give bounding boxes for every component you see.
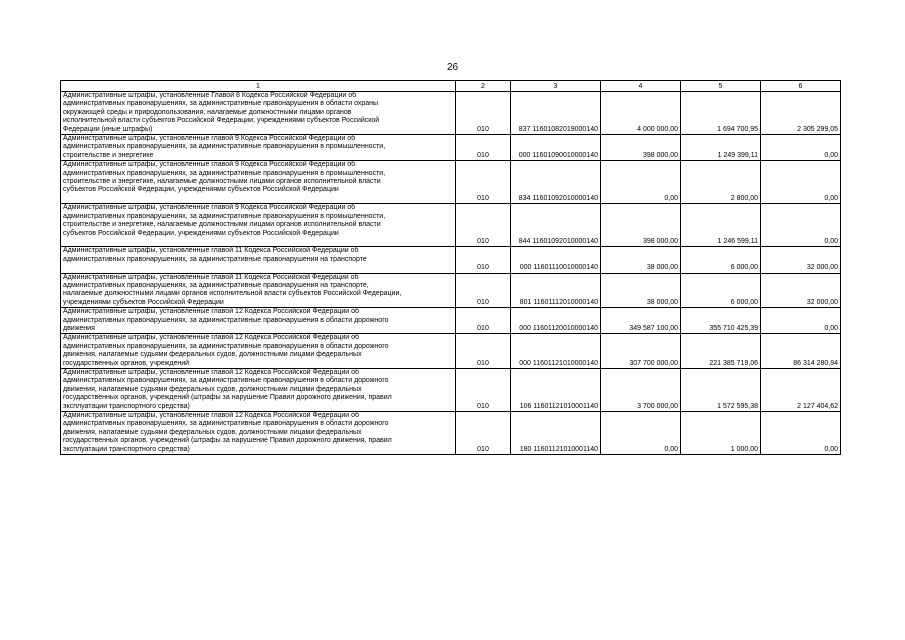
table-row (61, 369, 841, 412)
row-name-line: Административные штрафы, установленные главой 9 Кодекса Российской Федерации об (63, 161, 356, 169)
row-name-line: Административные штрафы, установленные Главой 8 Кодекса Российской Федерации об (63, 92, 357, 99)
executed-amount: 1 246 599,11 (681, 204, 761, 247)
executed-amount: 2 800,00 (681, 161, 761, 204)
row-name-line: налагаемые должностными лицами органов исполнительной власти субъектов Российской Федерации, (63, 290, 402, 298)
executed-amount: 6 000,00 (681, 273, 761, 308)
approved-amount: 0,00 (601, 412, 681, 455)
row-code: 010 (456, 161, 511, 204)
table-row (61, 247, 841, 273)
table-row (61, 334, 841, 369)
approved-amount: 38 000,00 (601, 273, 681, 308)
unexecuted-amount: 86 314 280,94 (761, 334, 841, 369)
unexecuted-amount: 0,00 (761, 412, 841, 455)
row-name-line: Административные штрафы, установленные главой 9 Кодекса Российской Федерации об (63, 135, 356, 143)
row-name-line: административных правонарушениях, за административные правонарушения в области охраны (63, 100, 379, 108)
approved-amount: 307 700 000,00 (601, 334, 681, 369)
row-name-line: административных правонарушениях, за административные правонарушения в промышленности, (63, 169, 386, 177)
row-name-line: строительстве и энергетике (63, 151, 154, 159)
executed-amount: 1 000,00 (681, 412, 761, 455)
row-name-line: административных правонарушениях, за административные правонарушения в области дорожного (63, 316, 389, 324)
row-name-line: движения (63, 324, 95, 332)
column-header: 4 (601, 81, 681, 92)
row-name-line: Административные штрафы, установленные главой 12 Кодекса Российской Федерации об (63, 308, 360, 316)
row-name (61, 247, 456, 273)
row-name (61, 204, 456, 247)
executed-amount: 221 385 719,06 (681, 334, 761, 369)
row-name-line: движения, налагаемые судьями федеральных судов, должностными лицами федеральных (63, 351, 362, 359)
row-name (61, 161, 456, 204)
row-kbk: 000 11601121010000140 (511, 334, 601, 369)
table-row (61, 204, 841, 247)
row-name-line: Административные штрафы, установленные главой 12 Кодекса Российской Федерации об (63, 334, 360, 342)
unexecuted-amount: 32 000,00 (761, 247, 841, 273)
row-name-line: административных правонарушениях, за административные правонарушения в промышленности, (63, 212, 386, 220)
approved-amount: 38 000,00 (601, 247, 681, 273)
row-name-line: административных правонарушениях, за административные правонарушения в области дорожного (63, 342, 389, 350)
row-kbk: 000 11601120010000140 (511, 308, 601, 334)
approved-amount: 398 000,00 (601, 204, 681, 247)
row-code: 010 (456, 308, 511, 334)
row-name-line: административных правонарушениях, за административные правонарушения на транспорте, (63, 281, 369, 289)
unexecuted-amount: 0,00 (761, 204, 841, 247)
column-header: 3 (511, 81, 601, 92)
row-code: 010 (456, 247, 511, 273)
budget-table (60, 80, 841, 455)
approved-amount: 398 000,00 (601, 135, 681, 161)
unexecuted-amount: 0,00 (761, 161, 841, 204)
row-code: 010 (456, 273, 511, 308)
table-row (61, 273, 841, 308)
row-name-line: Административные штрафы, установленные главой 9 Кодекса Российской Федерации об (63, 204, 356, 212)
row-name-line: Административные штрафы, установленные главой 12 Кодекса Российской Федерации об (63, 369, 360, 376)
column-header: 2 (456, 81, 511, 92)
row-name (61, 369, 456, 412)
row-name-line: государственных органов, учреждений (штрафы за нарушение Правил дорожного движения, правил (63, 437, 392, 445)
row-code: 010 (456, 204, 511, 247)
row-kbk: 000 11601110010000140 (511, 247, 601, 273)
executed-amount: 1 572 595,38 (681, 369, 761, 412)
executed-amount: 1 694 700,95 (681, 92, 761, 135)
row-kbk: 106 11601121010001140 (511, 369, 601, 412)
row-code: 010 (456, 92, 511, 135)
row-name (61, 273, 456, 308)
row-name-line: движения, налагаемые судьями федеральных судов, должностными лицами федеральных (63, 428, 362, 436)
row-name (61, 135, 456, 161)
row-name-line (63, 195, 453, 203)
table-row (61, 308, 841, 334)
column-header: 5 (681, 81, 761, 92)
row-code: 010 (456, 412, 511, 455)
table-header-row (61, 81, 841, 92)
row-code: 010 (456, 334, 511, 369)
row-name-line: административных правонарушениях, за административные правонарушения в области дорожного (63, 420, 389, 428)
executed-amount: 6 000,00 (681, 247, 761, 273)
approved-amount: 349 587 100,00 (601, 308, 681, 334)
approved-amount: 4 000 000,00 (601, 92, 681, 135)
executed-amount: 1 249 399,11 (681, 135, 761, 161)
row-name-line: субъектов Российской Федерации, учреждениями субъектов Российской Федерации (63, 186, 339, 194)
column-header: 1 (61, 81, 456, 92)
row-kbk: 844 11601092010000140 (511, 204, 601, 247)
row-name-line: исполнительной власти субъектов Российской Федерации, учреждениями субъектов Российской (63, 117, 380, 125)
table-row (61, 412, 841, 455)
row-name-line: Административные штрафы, установленные главой 11 Кодекса Российской Федерации об (63, 273, 359, 281)
table-row (61, 135, 841, 161)
row-kbk: 837 11601082019000140 (511, 92, 601, 135)
row-name-line: государственных органов, учреждений (штрафы за нарушение Правил дорожного движения, правил (63, 394, 392, 402)
row-kbk: 180 11601121010001140 (511, 412, 601, 455)
row-kbk: 834 11601092010000140 (511, 161, 601, 204)
column-header: 6 (761, 81, 841, 92)
row-name-line (63, 264, 453, 272)
row-name-line: окружающей среды и природопользования, налагаемые должностными лицами органов (63, 108, 352, 116)
table-row (61, 161, 841, 204)
row-name-line (63, 238, 453, 246)
row-name-line: административных правонарушениях, за административные правонарушения на транспорте (63, 255, 367, 263)
row-name (61, 308, 456, 334)
row-name-line: учреждениями субъектов Российской Федерации (63, 298, 224, 306)
row-name-line: государственных органов, учреждений (63, 359, 190, 367)
row-kbk: 801 11601112010000140 (511, 273, 601, 308)
page-number: 26 (446, 62, 459, 73)
row-name-line: Административные штрафы, установленные главой 12 Кодекса Российской Федерации об (63, 412, 360, 420)
row-name (61, 334, 456, 369)
unexecuted-amount: 2 305 299,05 (761, 92, 841, 135)
row-name-line: строительстве и энергетике, налагаемые должностными лицами органов исполнительной власти (63, 178, 381, 186)
row-name-line: эксплуатации транспортного средства) (63, 445, 190, 453)
approved-amount: 0,00 (601, 161, 681, 204)
approved-amount: 3 700 000,00 (601, 369, 681, 412)
row-name-line: Федерации (иные штрафы) (63, 125, 153, 133)
row-name-line: движения, налагаемые судьями федеральных судов, должностными лицами федеральных (63, 385, 362, 393)
unexecuted-amount: 0,00 (761, 135, 841, 161)
row-name (61, 92, 456, 135)
row-code: 010 (456, 369, 511, 412)
unexecuted-amount: 0,00 (761, 308, 841, 334)
row-kbk: 000 11601090010000140 (511, 135, 601, 161)
table-row (61, 92, 841, 135)
row-name-line: субъектов Российской Федерации, учреждениями субъектов Российской Федерации (63, 229, 339, 237)
row-name (61, 412, 456, 455)
row-code: 010 (456, 135, 511, 161)
unexecuted-amount: 32 000,00 (761, 273, 841, 308)
unexecuted-amount: 2 127 404,62 (761, 369, 841, 412)
row-name-line: административных правонарушениях, за административные правонарушения в промышленности, (63, 143, 386, 151)
row-name-line: эксплуатации транспортного средства) (63, 402, 190, 410)
row-name-line: административных правонарушениях, за административные правонарушения в области дорожного (63, 377, 389, 385)
row-name-line: строительстве и энергетике, налагаемые должностными лицами органов исполнительной власти (63, 221, 381, 229)
row-name-line: Административные штрафы, установленные главой 11 Кодекса Российской Федерации об (63, 247, 359, 255)
executed-amount: 355 710 425,39 (681, 308, 761, 334)
